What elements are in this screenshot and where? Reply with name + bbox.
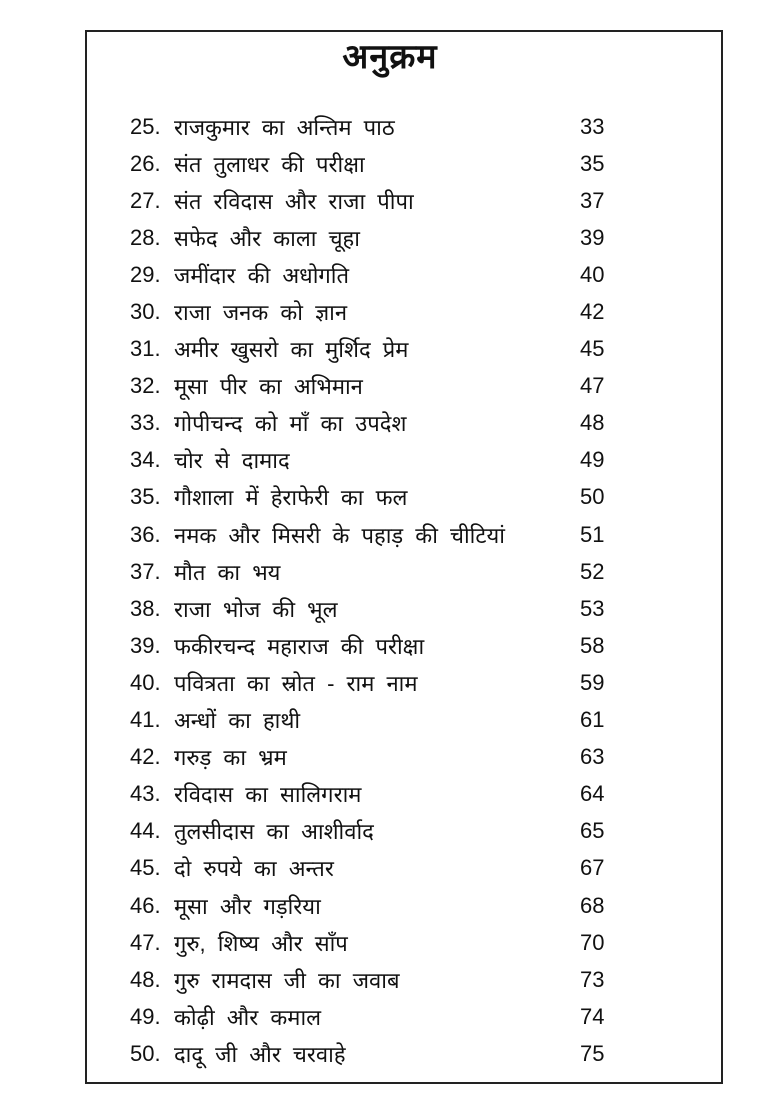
entry-page-number: 33 — [580, 113, 605, 139]
entry-title: रविदास का सालिगराम — [174, 782, 362, 808]
entry-number: 46. — [130, 892, 161, 918]
entry-number: 28. — [130, 224, 161, 250]
toc-entry — [130, 145, 630, 182]
entry-title: गुरु, शिष्य और साँप — [174, 930, 348, 956]
toc-entry — [130, 702, 630, 739]
entry-number: 48. — [130, 966, 161, 992]
toc-entry — [130, 293, 630, 330]
entry-title: राजा जनक को ज्ञान — [174, 300, 348, 326]
entry-title: नमक और मिसरी के पहाड़ की चीटियां — [174, 522, 505, 548]
entry-number: 41. — [130, 707, 161, 733]
entry-page-number: 49 — [580, 447, 605, 473]
toc-entry — [130, 182, 630, 219]
toc-entry — [130, 368, 630, 405]
entry-page-number: 37 — [580, 187, 605, 213]
entry-title: तुलसीदास का आशीर्वाद — [174, 819, 374, 845]
entry-number: 25. — [130, 113, 161, 139]
entry-page-number: 65 — [580, 818, 605, 844]
toc-entry — [130, 887, 630, 924]
entry-title: गुरु रामदास जी का जवाब — [174, 967, 400, 993]
toc-entry — [130, 776, 630, 813]
entry-page-number: 52 — [580, 558, 605, 584]
entry-title: जमींदार की अधोगति — [174, 262, 350, 288]
entry-title: पवित्रता का स्रोत - राम नाम — [174, 670, 418, 696]
entry-page-number: 50 — [580, 484, 605, 510]
toc-entry — [130, 331, 630, 368]
entry-title: सफेद और काला चूहा — [174, 225, 360, 251]
entry-page-number: 68 — [580, 892, 605, 918]
entry-title: अन्धों का हाथी — [174, 708, 301, 734]
toc-entry — [130, 219, 630, 256]
toc-entry — [130, 553, 630, 590]
entry-title: फकीरचन्द महाराज की परीक्षा — [174, 633, 425, 659]
entry-title: संत तुलाधर की परीक्षा — [174, 151, 365, 177]
entry-number: 43. — [130, 781, 161, 807]
entry-page-number: 64 — [580, 781, 605, 807]
toc-entry — [130, 108, 630, 145]
toc-entry — [130, 850, 630, 887]
entry-page-number: 53 — [580, 595, 605, 621]
page-title: अनुक्रम — [342, 38, 438, 76]
entry-number: 50. — [130, 1040, 161, 1066]
toc-entry — [130, 739, 630, 776]
entry-number: 37. — [130, 558, 161, 584]
entry-title: गोपीचन्द को माँ का उपदेश — [174, 411, 407, 437]
entry-page-number: 39 — [580, 224, 605, 250]
entry-title: गौशाला में हेराफेरी का फल — [174, 485, 408, 511]
entry-number: 36. — [130, 521, 161, 547]
toc-entry — [130, 1035, 630, 1072]
table-of-contents — [130, 108, 630, 1072]
toc-entry — [130, 590, 630, 627]
entry-page-number: 70 — [580, 929, 605, 955]
entry-title: राजा भोज की भूल — [174, 596, 338, 622]
toc-entry — [130, 479, 630, 516]
toc-entry — [130, 442, 630, 479]
entry-number: 47. — [130, 929, 161, 955]
entry-title: मूसा और गड़रिया — [174, 893, 321, 919]
entry-title: मौत का भय — [174, 559, 281, 585]
toc-entry — [130, 405, 630, 442]
entry-title: दो रुपये का अन्तर — [174, 856, 334, 882]
entry-page-number: 47 — [580, 373, 605, 399]
entry-title: कोढ़ी और कमाल — [174, 1004, 322, 1030]
entry-page-number: 67 — [580, 855, 605, 881]
entry-number: 35. — [130, 484, 161, 510]
toc-entry — [130, 516, 630, 553]
entry-title: राजकुमार का अन्तिम पाठ — [174, 114, 395, 140]
toc-entry — [130, 627, 630, 664]
entry-number: 49. — [130, 1003, 161, 1029]
entry-title: दादू जी और चरवाहे — [174, 1041, 346, 1067]
entry-number: 31. — [130, 336, 161, 362]
entry-page-number: 58 — [580, 632, 605, 658]
entry-page-number: 40 — [580, 261, 605, 287]
entry-number: 42. — [130, 744, 161, 770]
entry-number: 44. — [130, 818, 161, 844]
entry-title: चोर से दामाद — [174, 448, 290, 474]
entry-number: 30. — [130, 299, 161, 325]
entry-number: 34. — [130, 447, 161, 473]
entry-page-number: 45 — [580, 336, 605, 362]
entry-page-number: 74 — [580, 1003, 605, 1029]
entry-title: गरुड़ का भ्रम — [174, 745, 287, 771]
entry-page-number: 51 — [580, 521, 605, 547]
entry-number: 32. — [130, 373, 161, 399]
toc-entry — [130, 961, 630, 998]
entry-page-number: 73 — [580, 966, 605, 992]
entry-page-number: 35 — [580, 150, 605, 176]
entry-number: 27. — [130, 187, 161, 213]
toc-entry — [130, 664, 630, 701]
entry-title: अमीर खुसरो का मुर्शिद प्रेम — [174, 337, 409, 363]
toc-entry — [130, 813, 630, 850]
entry-page-number: 75 — [580, 1040, 605, 1066]
entry-number: 33. — [130, 410, 161, 436]
entry-number: 26. — [130, 150, 161, 176]
toc-entry — [130, 998, 630, 1035]
entry-page-number: 59 — [580, 669, 605, 695]
entry-title: मूसा पीर का अभिमान — [174, 374, 363, 400]
entry-number: 38. — [130, 595, 161, 621]
entry-page-number: 42 — [580, 299, 605, 325]
entry-page-number: 63 — [580, 744, 605, 770]
entry-page-number: 48 — [580, 410, 605, 436]
entry-number: 29. — [130, 261, 161, 287]
entry-title: संत रविदास और राजा पीपा — [174, 188, 414, 214]
entry-number: 45. — [130, 855, 161, 881]
entry-page-number: 61 — [580, 707, 605, 733]
entry-number: 39. — [130, 632, 161, 658]
entry-number: 40. — [130, 669, 161, 695]
toc-entry — [130, 256, 630, 293]
toc-entry — [130, 924, 630, 961]
